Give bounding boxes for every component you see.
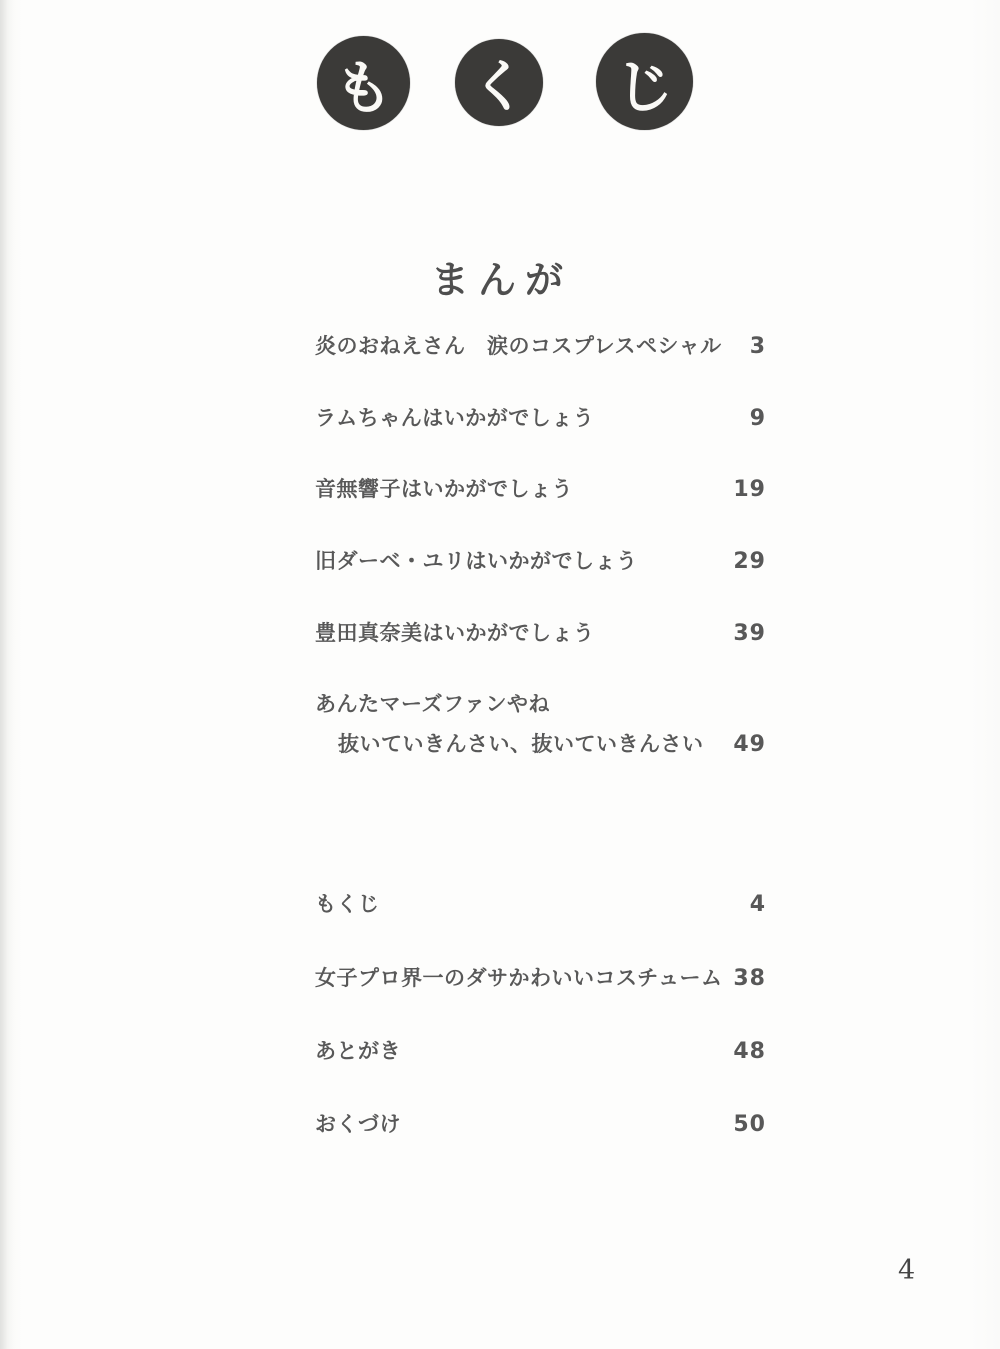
toc-entry-title: 炎のおねえさん 涙のコスプレスペシャル <box>315 334 722 358</box>
toc-entry-page: 19 <box>733 477 766 502</box>
title-circle-char: く <box>471 54 527 120</box>
toc-entry-page: 9 <box>749 406 766 431</box>
title-circle-char: も <box>334 54 393 122</box>
toc-entry <box>315 402 766 432</box>
toc-entry-title: あんたマーズファンやね <box>315 692 551 716</box>
toc-entry <box>315 1035 766 1065</box>
toc-entry-page: 3 <box>749 334 766 359</box>
section-heading-manga: まんが <box>431 258 573 302</box>
toc-entry-title: 豊田真奈美はいかがでしょう <box>315 621 595 645</box>
title-circle-ku <box>455 39 543 126</box>
toc-entry-title: あとがき <box>315 1039 401 1063</box>
toc-entry-title: おくづけ <box>315 1112 401 1136</box>
toc-entry-page: 38 <box>733 966 766 991</box>
toc-entry <box>315 617 766 647</box>
toc-entry-page: 49 <box>733 732 766 757</box>
toc-entry-title: 旧ダーベ・ユリはいかがでしょう <box>315 549 638 573</box>
toc-entry <box>315 545 766 575</box>
toc-entry <box>315 888 766 918</box>
toc-entry-line2 <box>315 728 766 758</box>
title-circle-mo <box>317 36 410 130</box>
toc-entry <box>315 330 766 360</box>
toc-entry-title: もくじ <box>315 892 380 916</box>
toc-entry <box>315 473 766 503</box>
scan-edge-shadow <box>0 0 14 1349</box>
title-circle-char: じ <box>615 52 674 121</box>
toc-entry-title: ラムちゃんはいかがでしょう <box>315 406 595 430</box>
toc-entry-title: 抜いていきんさい、抜いていきんさい <box>338 732 704 756</box>
toc-entry-page: 48 <box>733 1039 766 1064</box>
page-number: 4 <box>898 1255 916 1286</box>
toc-entry <box>315 1108 766 1138</box>
toc-entry-page: 39 <box>733 621 766 646</box>
toc-entry-page: 50 <box>733 1112 766 1137</box>
toc-entry <box>315 962 766 992</box>
toc-entry-title: 音無響子はいかがでしょう <box>315 477 573 501</box>
toc-entry-page: 4 <box>749 892 766 917</box>
toc-entry-page: 29 <box>733 549 766 574</box>
toc-entry-line1 <box>315 688 766 718</box>
toc-entry-title: 女子プロ界一のダサかわいいコスチューム <box>315 966 723 990</box>
title-circle-ji <box>596 33 693 130</box>
